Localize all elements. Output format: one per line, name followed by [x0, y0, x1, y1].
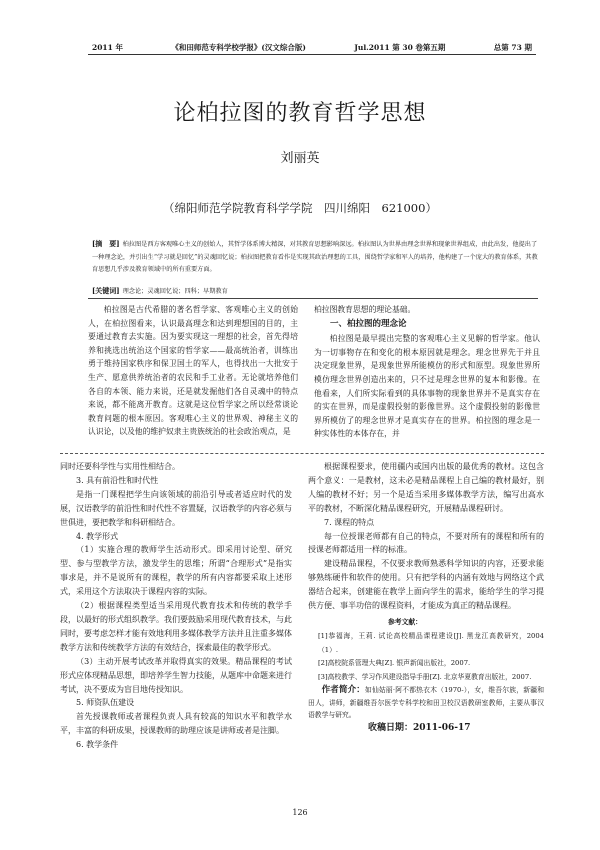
subsection-heading: 4. 教学形式 [76, 531, 119, 541]
body-paragraph: （3）主动开展考试改革并取得真实的效果。精品课程的考试形式应体现精品思想，即培养学生智力技能，从题库中命题来进行考试，决不要成为盲目地传授知识。 [60, 656, 292, 694]
header-journal: 《和田师范专科学校学报》(汉文综合版) [171, 43, 306, 52]
lower-column-left [60, 460, 292, 752]
keywords-label: [关键词] [92, 286, 120, 295]
reference-item: [2]高校院系管理大典[Z]. 银声新闻出版社，2007. [318, 659, 471, 668]
subsection-heading: 3. 具有前沿性和时代性 [76, 475, 159, 485]
header-issue: Jul.2011 第 30 卷第五期 [354, 43, 446, 52]
body-paragraph: （2）根据课程类型适当采用现代教育技术和传统的教学手段，以最好的形式组织教学。我们要鼓励采用现代教育技术，与此同时，要考虑怎样才能有效地利用多媒体教学方法并且注重多媒体教学方法和传统教学方法的有效结合，探索最佳的教学形式。 [60, 601, 292, 652]
references-heading: 参考文献： [388, 617, 422, 626]
body-paragraph: 柏拉图是最早提出完整的客观唯心主义见解的哲学家。他认为一切事物存在和变化的根本原因就是理念。理念世界先于并且决定现象世界，是现象世界所能模仿的形式和原型。现象世界所模仿理念世界创造出来的，只不过是理念世界的复本和影像。在他看来，人们所实际看到的具体事物的现象世界并不是真实存在的实在世界，而是虚假投射的影像世界。这个虚假投射的影像世界所模仿了的理念世界才是真实存在的世界。柏拉图的理念是一种实体性的本体存在，并 [314, 334, 540, 439]
body-paragraph: 建设精品课程，不仅要求教师熟悉科学知识的内容，还要求能够熟练硬件和软件的使用。只有把学科的内涵有效地与网络这个武器结合起来，创建能在教学上面向学生的需求，能给学生的学习提供方便、事半功倍的课程资料，才能成为真正的精品课程。 [308, 559, 544, 611]
body-column-right [314, 303, 540, 441]
received-date: 收稿日期：2011-06-17 [368, 722, 471, 733]
subsection-heading: 6. 教学条件 [76, 740, 119, 750]
body-paragraph: 根据课程要求，使用疆内或国内出版的最优秀的教材。这包含两个意义：一是教材，这未必是精品课程上自己编的教材最好，别人编的教材不好；另一个是适当采用多媒体教学方法，编写出高水平的教材，不断深化精品课程研究，开展精品课程研讨。 [308, 462, 544, 513]
author-bio-label: 作者简介： [321, 685, 365, 696]
body-paragraph: 是指一门课程把学生向该领域的前沿引导或者适应时代的发展，汉语教学的前沿性和时代性不容置疑，汉语教学的内容必须与世俱进，要把教学和科研相结合。 [60, 489, 292, 527]
affiliation: （绵阳师范学院教育科学学院 四川绵阳 621000） [163, 201, 437, 215]
subsection-heading: 5. 师资队伍建设 [76, 698, 135, 708]
body-paragraph: 同时还要科学性与实用性相结合。 [60, 462, 180, 471]
reference-item: [1]恭福海，王莉. 试论高校精品课程建设[J]. 黑龙江高教研究，2004（1）. [318, 632, 544, 654]
author-name: 刘丽英 [280, 151, 320, 166]
body-paragraph: 柏拉图是古代希腊的著名哲学家、客观唯心主义的创始人，在柏拉图看来，认识最高理念和达到理想国的目的，主要通过教育去实施。因为要实现这一理想的社会，首先得培养和挑选出统治这个国家的哲学家——最高统治者，训练出勇于维持国家秩序和保卫国土的军人，也得找出一大批安于生产、愿意供养统治者的农民和手工业者。无论就培养他们各自的本领、能力来说，还是就发掘他们各自灵魂中的特点来说，都不能离开教育。这就是这位哲学家之所以经常谈论教育问题的根本原因。客观唯心主义的世界观、神秘主义的认识论，以及他的维护奴隶主贵族统治的社会政治观点，是 [88, 305, 298, 437]
abstract-label: [摘 要] [92, 239, 120, 248]
header-year: 2011 年 [92, 43, 123, 52]
author-bio [308, 684, 544, 722]
header-total: 总第 73 期 [493, 43, 532, 52]
references [308, 616, 544, 685]
page-number: 126 [292, 808, 308, 817]
keywords [92, 286, 540, 297]
paper-title: 论柏拉图的教育哲学思想 [173, 101, 427, 126]
author-bio-text: 如仙姑丽·阿不都热衣木（1970-），女，维吾尔族，新疆和田人，讲师，新疆维吾尔医学专科学校和田卫校汉语教研室教师，主要从事汉语教学与研究。 [308, 686, 544, 720]
article-separator [60, 453, 544, 454]
body-paragraph: 柏拉图教育思想的理论基础。 [314, 305, 416, 314]
keywords-text: 理念论；灵魂回忆说；四科；早期教育 [122, 288, 228, 295]
reference-item: [3]高校教学、学习作风建设指导手册[Z]. 北京华夏教育出版社，2007. [318, 672, 532, 681]
body-paragraph: （1）实施合理的教师学生活动形式。即采用讨论型、研究型、参与型教学方法，激发学生的思维；所谓“合理形式”是指实事求是，并不是说所有的课程，教学的所有内容都要采取上述形式，采用这个方法取决于课程内容的实际。 [60, 545, 292, 597]
running-header [92, 42, 532, 53]
body-paragraph: 每一位授课老师都有自己的特点，不要对所有的课程和所有的授课老师都适用一样的标准。 [308, 531, 544, 555]
subsection-heading: 7. 课程的特点 [324, 517, 375, 527]
body-paragraph: 首先授课教师或者课程负责人具有较高的知识水平和教学水平，丰富的科研成果，授课教师的助理应该是讲师或者是注脚。 [60, 712, 292, 736]
keywords-rule [88, 298, 538, 299]
header-rule [88, 54, 536, 55]
body-column-left [88, 303, 298, 439]
abstract-text: 柏拉图是西方客观唯心主义的创始人，其哲学体系博大精深，对其教育思想影响深远。柏拉图认为世界由理念世界和现象世界组成，由此出发，他提出了一种理念论，并引出生“学习就是回忆”的灵魂回忆说；柏拉图把教育看作是实现其政治理想的工具，围绕哲学家和军人的培养，他构建了一个庞大的教育体系，其教育思想几乎涉及教育领域中的所有重要方面。 [92, 241, 538, 273]
lower-column-right [308, 460, 544, 736]
abstract [92, 238, 540, 277]
section-heading: 一、柏拉图的理念论 [330, 318, 407, 329]
